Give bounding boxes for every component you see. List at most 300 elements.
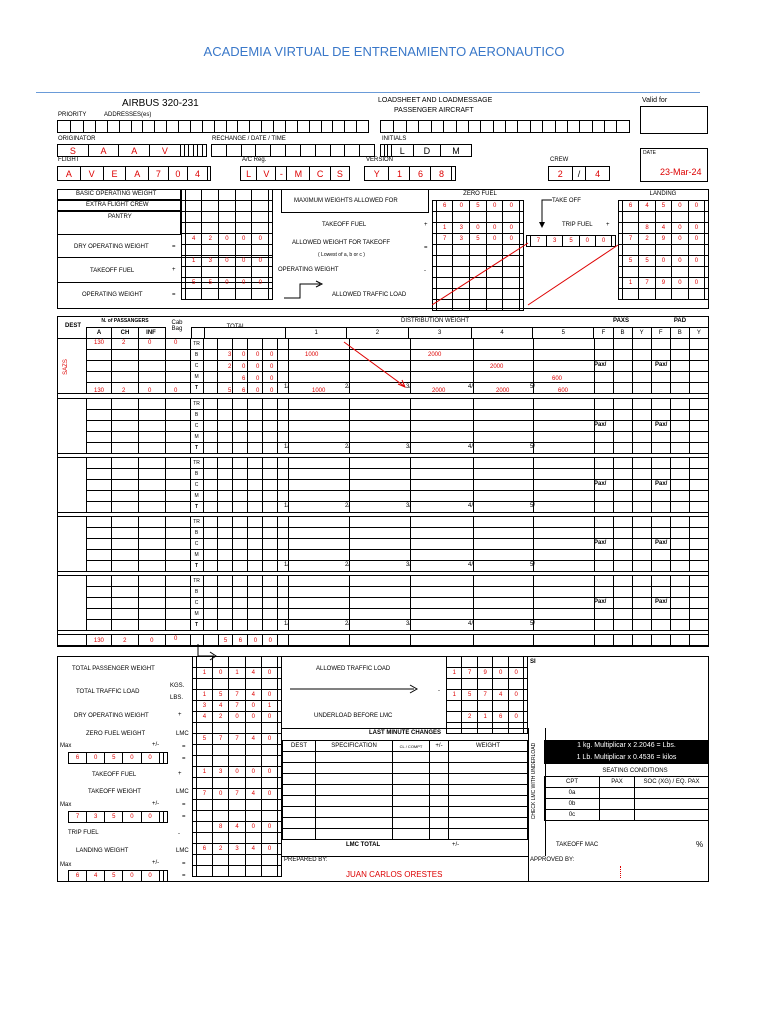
t-col1: 1000 <box>312 388 326 394</box>
kgs-label: KGS. <box>170 683 185 689</box>
lmc-total-label: LMC TOTAL <box>346 842 381 848</box>
row-label-c: C <box>190 598 203 609</box>
ld-max-digit: 0 <box>672 201 688 212</box>
extra-crew-label: EXTRA FLIGHT CREW <box>86 202 149 208</box>
crew-label: CREW <box>550 157 569 163</box>
tof3-digit: 3 <box>213 767 229 778</box>
lw-label: LANDING WEIGHT <box>76 848 129 854</box>
pax-label: Pax/ <box>594 422 607 428</box>
slot-label: 3/ <box>406 503 412 509</box>
ld-trip-digit: 8 <box>639 223 655 234</box>
slot-label: 4/ <box>468 444 474 450</box>
row-label-b: B <box>190 410 203 421</box>
crew-grid[interactable] <box>548 166 610 181</box>
crew-char: 2 <box>549 167 573 181</box>
totals-digit-grid[interactable] <box>192 656 282 877</box>
total-digit: 0 <box>242 364 246 370</box>
b-header: B <box>613 328 632 339</box>
zone-0b: 0b <box>545 799 600 810</box>
tow-digit: 7 <box>196 789 212 800</box>
ttl-kgs-digit: 4 <box>245 690 261 701</box>
ttl-kgs-digit: 5 <box>213 690 229 701</box>
f-header: F <box>594 328 613 339</box>
tow-max-digit: 0 <box>123 812 141 823</box>
b-col1: 1000 <box>305 352 319 358</box>
ttl-lbs-digit: 1 <box>261 701 277 712</box>
conv-2: 1 Lb. Multiplicar x 0.4536 = kilos <box>544 752 709 764</box>
ttl-right-digit: 5 <box>462 690 477 701</box>
flight-char: E <box>103 167 126 181</box>
dry-op2-label: DRY OPERATING WEIGHT <box>74 713 149 719</box>
ttl-right-digit: 4 <box>493 690 508 701</box>
ld-traffic-digit: 0 <box>688 278 704 289</box>
m-col5: 600 <box>552 376 563 382</box>
zf-max-digit: 0 <box>453 201 470 212</box>
crew-char: / <box>572 167 586 181</box>
row-label-b: B <box>190 587 203 598</box>
date-value: 23-Mar-24 <box>660 167 702 177</box>
total-traffic-label: TOTAL TRAFFIC LOAD <box>76 689 140 695</box>
reg-grid[interactable] <box>240 166 350 181</box>
zfw-digit: 7 <box>213 734 229 745</box>
max-label-1: Max <box>60 743 72 749</box>
takeoff-arrow-icon <box>534 196 554 236</box>
ld-allowed-digit: 9 <box>655 234 671 245</box>
ttl-right-digit: 7 <box>477 690 492 701</box>
lw-digit: 0 <box>261 844 277 855</box>
lw-max-digit: 0 <box>123 871 141 882</box>
plus-2: + <box>424 222 428 228</box>
academy-title: ACADEMIA VIRTUAL DE ENTRENAMIENTO AERONAUTICO <box>203 44 565 59</box>
dry-op-label: DRY OPERATING WEIGHT <box>74 244 149 250</box>
prepared-label: PREPARED BY: <box>284 857 328 863</box>
ld-traffic-digit: 0 <box>672 278 688 289</box>
pass-inf: 0 <box>148 340 152 346</box>
dry2-digit: 0 <box>229 712 245 723</box>
pax-label: Pax/ <box>655 481 668 487</box>
inf-header: INF <box>146 330 156 336</box>
zf-fuel-digit: 3 <box>453 223 470 234</box>
row-label-tr: TR <box>190 339 203 350</box>
dry2-digit: 0 <box>261 712 277 723</box>
priority-grid[interactable] <box>57 120 369 133</box>
pm-2: +/- <box>152 801 160 807</box>
minus-2: - <box>178 831 180 837</box>
trip2-digit: 0 <box>245 822 261 833</box>
row-label-m: M <box>190 550 203 561</box>
dest-block[interactable] <box>57 457 709 513</box>
pass-inf: 0 <box>148 388 152 394</box>
pass-ch: 2 <box>122 388 126 394</box>
tof2-label: TAKEOFF FUEL <box>322 222 367 228</box>
pass-a: 130 <box>94 388 105 394</box>
flight-char: A <box>126 167 149 181</box>
eq-7: = <box>182 814 186 820</box>
f-header: F <box>651 328 670 339</box>
row-label-tr: TR <box>190 399 203 410</box>
reg-char: S <box>330 167 349 181</box>
t-col3: 2000 <box>432 388 446 394</box>
slot-label: 1/ <box>284 444 290 450</box>
ld-max-digit: 5 <box>655 201 671 212</box>
tof-digit: 1 <box>185 256 202 267</box>
max-allowed-label: MAXIMUM WEIGHTS ALLOWED FOR <box>294 198 398 204</box>
tof3-digit: 0 <box>245 767 261 778</box>
ld-op-digit: 5 <box>622 256 638 267</box>
takeoff-mac-label: TAKEOFF MAC <box>556 842 599 848</box>
ld-op-digit: 5 <box>639 256 655 267</box>
ttl-kgs-digit: 1 <box>196 690 212 701</box>
ld-traffic-digit: 7 <box>639 278 655 289</box>
trip2-digit: 8 <box>213 822 229 833</box>
slot-label: 5/ <box>530 503 536 509</box>
lmc-label-3: LMC <box>176 848 189 854</box>
tof-digit: 0 <box>235 256 252 267</box>
pax-label: Pax/ <box>594 599 607 605</box>
flight-char: 7 <box>149 167 169 181</box>
tow-digit: 7 <box>229 789 245 800</box>
tow-label: TAKEOFF WEIGHT <box>88 789 141 795</box>
lw-max-digit: 6 <box>69 871 87 882</box>
left-digit-grid[interactable] <box>181 189 273 300</box>
tow-max-digit: 5 <box>105 812 123 823</box>
zfw-max-grid[interactable] <box>68 752 168 764</box>
tpw-digit: 1 <box>196 668 212 679</box>
to-allowed-digit: 7 <box>530 236 546 247</box>
lw-digit: 6 <box>196 844 212 855</box>
plus-5: + <box>178 771 182 777</box>
version-grid[interactable] <box>364 166 456 181</box>
ld-allowed-digit: 0 <box>688 234 704 245</box>
tof3-digit: 1 <box>196 767 212 778</box>
pax-label: Pax/ <box>655 422 668 428</box>
originator-label: ORIGINATOR <box>58 136 96 142</box>
op2-label: OPERATING WEIGHT <box>278 267 339 273</box>
tof-digit: 3 <box>202 256 219 267</box>
ttl-lbs-digit: 3 <box>196 701 212 712</box>
slot-label: 3/ <box>406 621 412 627</box>
zf-allowed-digit: 7 <box>436 234 453 245</box>
version-char: Y <box>365 167 389 181</box>
dest-block[interactable] <box>57 575 709 631</box>
zf-max-digit: 0 <box>503 201 520 212</box>
dry-digit: 4 <box>185 234 202 245</box>
pantry-label: PANTRY <box>108 214 132 220</box>
tof-label: TAKEOFF FUEL <box>90 268 135 274</box>
tow-max-digit: 7 <box>69 812 87 823</box>
paxs-header: PAXS <box>613 318 629 324</box>
row-label-b: B <box>190 528 203 539</box>
sum-row[interactable] <box>57 634 709 647</box>
underload-digit: 1 <box>477 712 492 723</box>
ttl-lbs-digit: 7 <box>229 701 245 712</box>
doc-title-1: LOADSHEET AND LOADMESSAGE <box>378 97 493 104</box>
zf-fuel-digit: 0 <box>486 223 503 234</box>
version-char: 8 <box>431 167 452 181</box>
slot-label: 5/ <box>530 562 536 568</box>
lw-digit: 3 <box>229 844 245 855</box>
eq-1: = <box>172 244 176 250</box>
originator-char: S <box>58 145 89 157</box>
flight-char: 0 <box>168 167 188 181</box>
priority-label: PRIORITY <box>58 112 87 118</box>
lw-max-grid[interactable] <box>68 870 168 882</box>
ld-trip-digit: 4 <box>655 223 671 234</box>
total-digit: 5 <box>228 388 232 394</box>
tow-max-digit: 3 <box>87 812 105 823</box>
si-label: SI <box>530 659 536 665</box>
slot-label: 5/ <box>530 621 536 627</box>
dest-block[interactable] <box>57 398 709 454</box>
traffic-arrow-icon <box>290 682 420 696</box>
reg-char: V <box>257 167 276 181</box>
pax-header: PAX <box>600 777 635 788</box>
sum-total-digit: 0 <box>248 635 263 647</box>
to-allowed-digit: 0 <box>579 236 595 247</box>
trip2-label: TRIP FUEL <box>68 830 99 836</box>
right-digit-grid[interactable] <box>446 656 528 734</box>
approved-label: APPROVED BY: <box>530 857 575 863</box>
to-allowed-digit: 3 <box>547 236 563 247</box>
underload-label: UNDERLOAD BEFORE LMC <box>314 713 393 719</box>
ld-max-digit: 6 <box>622 201 638 212</box>
col1-header: 1 <box>286 328 347 339</box>
eq-3: = <box>424 245 428 251</box>
to-allowed-digit: 5 <box>563 236 579 247</box>
tow-max-grid[interactable] <box>68 811 168 823</box>
total-digit: 0 <box>256 388 260 394</box>
seating-grid[interactable] <box>544 776 709 821</box>
originator-grid[interactable] <box>57 144 207 157</box>
y-header: Y <box>632 328 651 339</box>
ttl-lbs-digit: 0 <box>245 701 261 712</box>
t-col4: 2000 <box>496 388 510 394</box>
ld-trip-digit: 0 <box>672 223 688 234</box>
originator-char: V <box>150 145 181 157</box>
dest-header: DEST <box>64 323 81 329</box>
flight-grid[interactable] <box>57 166 211 181</box>
slot-label: 5/ <box>530 384 536 390</box>
dest-code: SAZS <box>62 359 69 375</box>
sum-a: 130 <box>86 635 111 647</box>
lmc-grid[interactable] <box>282 740 528 840</box>
date-label: DATE <box>643 150 656 156</box>
tow-digit: 0 <box>261 789 277 800</box>
tof3-digit: 0 <box>261 767 277 778</box>
eq-9: = <box>182 873 186 879</box>
zfw-digit: 5 <box>196 734 212 745</box>
zf-allowed-digit: 0 <box>503 234 520 245</box>
slot-label: 2/ <box>345 444 351 450</box>
slot-label: 2/ <box>345 384 351 390</box>
eq-4: = <box>182 744 186 750</box>
slot-label: 3/ <box>406 444 412 450</box>
address-grid-right[interactable] <box>380 120 630 133</box>
zf-fuel-digit: 0 <box>503 223 520 234</box>
total-digit: 0 <box>242 352 246 358</box>
total-digit: 0 <box>270 388 274 394</box>
arrow-icon <box>282 278 326 300</box>
minus-3: - <box>438 688 440 694</box>
row-label-t: T <box>190 561 203 572</box>
check-label: CHECK LMC WITH UNDERLOAD <box>531 742 537 820</box>
row-label-t: T <box>190 383 203 394</box>
atl-digit: 1 <box>447 668 462 679</box>
underload-digit: 0 <box>508 712 523 723</box>
plus-1: + <box>172 267 176 273</box>
sum-cab: 0 <box>174 636 178 642</box>
pm-3: +/- <box>152 860 160 866</box>
allowed-traffic2-label: ALLOWED TRAFFIC LOAD <box>316 666 391 672</box>
slot-label: 4/ <box>468 384 474 390</box>
row-label-tr: TR <box>190 517 203 528</box>
pax-label: Pax/ <box>594 362 607 368</box>
tof-digit: 0 <box>219 256 236 267</box>
lw-max-digit: 4 <box>87 871 105 882</box>
ttl-right-digit: 0 <box>508 690 523 701</box>
tpw-digit: 4 <box>245 668 261 679</box>
cab-bag-header: Cab Bag <box>171 320 183 332</box>
reg-char: M <box>287 167 310 181</box>
recharge-grid[interactable] <box>211 144 375 157</box>
dry-digit: 2 <box>202 234 219 245</box>
sum-ch: 2 <box>111 635 138 647</box>
dest-block[interactable] <box>57 516 709 572</box>
plus-4: + <box>178 712 182 718</box>
ld-traffic-digit: 9 <box>655 278 671 289</box>
distribution-arrow-line <box>342 340 412 390</box>
slot-label: 4/ <box>468 503 474 509</box>
dry-digit: 0 <box>219 234 236 245</box>
total-header: TOTAL <box>226 324 246 330</box>
pass-cab: 0 <box>174 388 178 394</box>
lw-digit: 2 <box>213 844 229 855</box>
sum-total-digit: 0 <box>263 635 278 647</box>
strike-lines <box>432 235 632 307</box>
underload-digit: 2 <box>462 712 477 723</box>
doc-title-2: PASSENGER AIRCRAFT <box>394 107 474 114</box>
valid-for-box[interactable] <box>640 106 708 134</box>
slot-label: 2/ <box>345 503 351 509</box>
zfw-max-digit: 0 <box>123 753 141 764</box>
zf-allowed-digit: 0 <box>486 234 503 245</box>
total-digit: 6 <box>242 388 246 394</box>
zfw-max-digit: 0 <box>141 753 159 764</box>
eq-6: = <box>182 802 186 808</box>
ttl-right-digit: 1 <box>447 690 462 701</box>
crew-char: 4 <box>586 167 610 181</box>
col2-header: 2 <box>347 328 408 339</box>
dry-digit: 0 <box>252 234 269 245</box>
lmc-weight-header: WEIGHT <box>449 741 528 752</box>
slot-label: 1/ <box>284 503 290 509</box>
tof-digit: 0 <box>252 256 269 267</box>
eq-5: = <box>182 756 186 762</box>
atl-digit: 0 <box>508 668 523 679</box>
col3-header: 3 <box>408 328 471 339</box>
total-digit: 0 <box>256 376 260 382</box>
ld-op-digit: 0 <box>655 256 671 267</box>
zfw-max-digit: 5 <box>105 753 123 764</box>
pass-cab: 0 <box>174 340 178 346</box>
conv-1: 1 kg. Multiplicar x 2.2046 = Lbs. <box>544 740 709 752</box>
row-label-tr: TR <box>190 576 203 587</box>
allowed-traffic-label: ALLOWED TRAFFIC LOAD <box>332 292 407 298</box>
zone-0c: 0c <box>545 810 600 821</box>
ld-op-digit: 0 <box>688 256 704 267</box>
flight-label: FLIGHT <box>58 157 80 163</box>
total-digit: 3 <box>228 352 232 358</box>
slot-label: 3/ <box>406 562 412 568</box>
sum-inf: 0 <box>138 635 165 647</box>
flight-char: 4 <box>188 167 208 181</box>
max-label-2: Max <box>60 802 72 808</box>
b-col3: 2000 <box>428 352 442 358</box>
underload-digit: 6 <box>493 712 508 723</box>
initials-char: M <box>441 145 472 157</box>
max-label-3: Max <box>60 862 72 868</box>
prepared-divider <box>528 856 529 882</box>
op-digit: 5 <box>202 278 219 289</box>
plus-3: + <box>606 222 610 228</box>
seating-header: SEATING CONDITIONS <box>602 768 668 774</box>
lmc-pm-header: +/- <box>430 741 449 752</box>
zf-max-digit: 0 <box>486 201 503 212</box>
zf-fuel-digit: 0 <box>470 223 487 234</box>
ld-allowed-digit: 2 <box>639 234 655 245</box>
slot-label: 1/ <box>284 384 290 390</box>
atl-digit: 7 <box>462 668 477 679</box>
slot-label: 4/ <box>468 562 474 568</box>
slot-label: 1/ <box>284 621 290 627</box>
tof3-label: TAKEOFF FUEL <box>92 772 137 778</box>
reg-char: C <box>310 167 330 181</box>
dry2-digit: 4 <box>196 712 212 723</box>
initials-grid[interactable] <box>380 144 472 157</box>
lw-max-digit: 0 <box>141 871 159 882</box>
row-label-tr: TR <box>190 458 203 469</box>
tow-max-digit: 0 <box>141 812 159 823</box>
ld-op-digit: 0 <box>672 256 688 267</box>
op-label: OPERATING WEIGHT <box>82 292 143 298</box>
zfw-label: ZERO FUEL WEIGHT <box>86 731 146 737</box>
ttl-kgs-digit: 7 <box>229 690 245 701</box>
flight-char: V <box>80 167 103 181</box>
zfw-digit: 7 <box>229 734 245 745</box>
pax-label: Pax/ <box>655 362 668 368</box>
row-label-c: C <box>190 361 203 372</box>
t-col5: 600 <box>558 388 569 394</box>
bow-label: BASIC OPERATING WEIGHT <box>76 191 157 197</box>
slot-label: 1/ <box>284 562 290 568</box>
eq-8: = <box>182 861 186 867</box>
trip2-digit: 4 <box>229 822 245 833</box>
ld-allowed-digit: 0 <box>672 234 688 245</box>
zf-allowed-digit: 3 <box>453 234 470 245</box>
row-label-t: T <box>190 443 203 454</box>
aircraft-type: AIRBUS 320-231 <box>122 98 199 109</box>
originator-char: A <box>88 145 119 157</box>
zone-0a: 0a <box>545 788 600 799</box>
npass-header: N. of PASSANGERS <box>101 318 149 324</box>
row-label-b: B <box>190 469 203 480</box>
acreg-label: A/C Reg. <box>242 157 267 163</box>
total-digit: 0 <box>270 376 274 382</box>
lmc-label-1: LMC <box>176 731 189 737</box>
lmc-total-pm: +/- <box>452 842 460 848</box>
total-digit: 0 <box>270 352 274 358</box>
ld-traffic-digit: 1 <box>622 278 638 289</box>
